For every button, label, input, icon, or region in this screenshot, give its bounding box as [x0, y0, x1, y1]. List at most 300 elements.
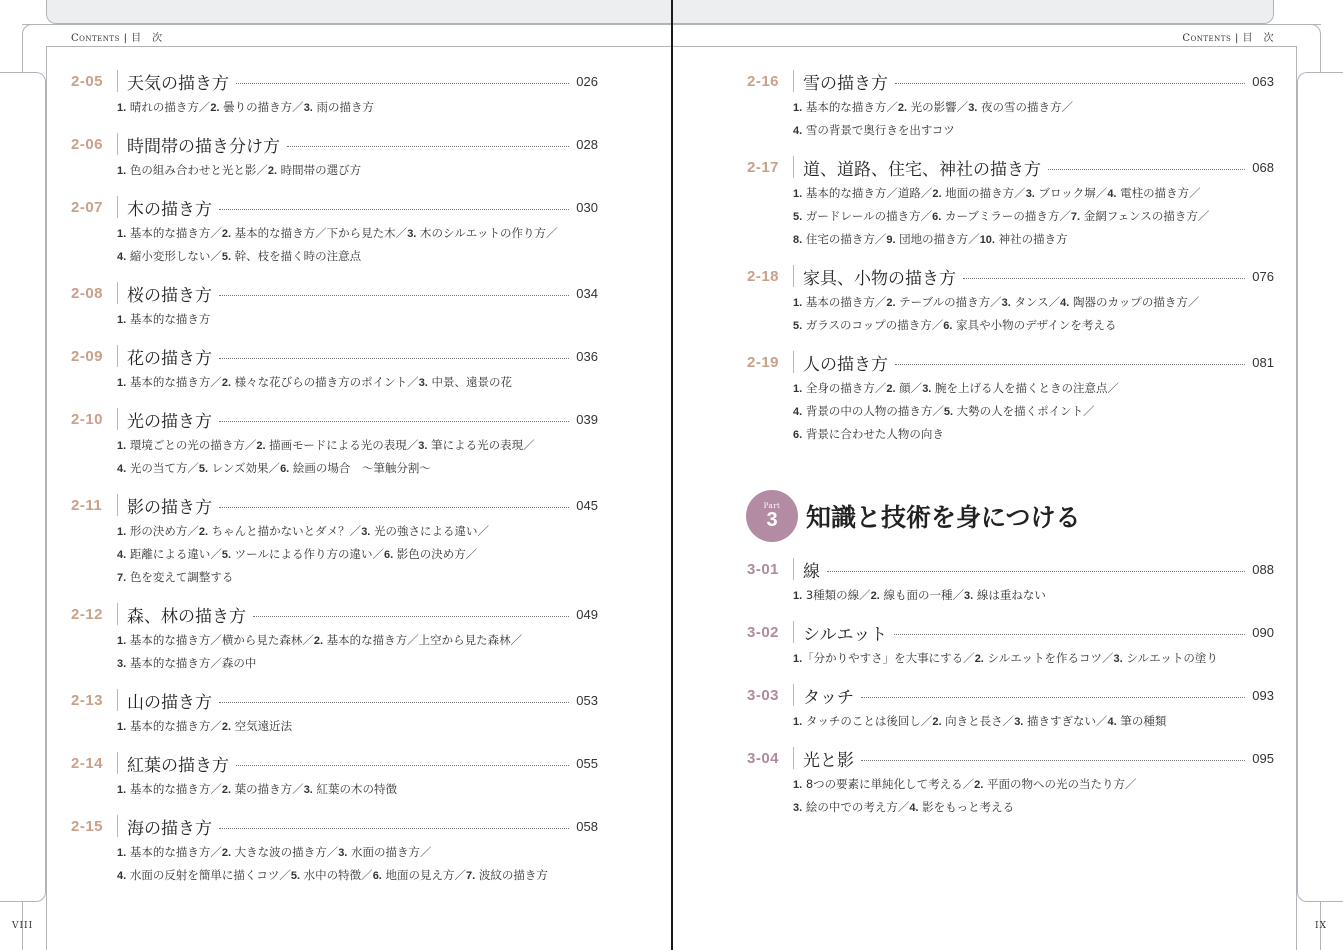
subsection-text: 団地の描き方／	[895, 232, 980, 246]
toc-entry	[747, 261, 1274, 337]
part-badge	[746, 490, 798, 542]
subsection-index: 2.	[897, 102, 908, 114]
subsection-text: 大きな波の描き方／	[231, 845, 339, 859]
section-number: 2-12	[71, 605, 104, 623]
dot-leader	[894, 634, 1245, 635]
toc-entry-heading	[71, 490, 598, 520]
toc-entry-heading	[71, 599, 598, 629]
section-title: 紅葉の描き方	[127, 755, 229, 776]
subsection-text: 光の当て方／	[126, 461, 199, 475]
subsection-index: 1.	[117, 440, 127, 452]
subsection-text: 描きすぎない／	[1023, 714, 1108, 728]
section-separator	[117, 133, 118, 155]
subsection-index: 1.	[793, 383, 803, 395]
subsection-text: 色を変えて調整する	[126, 570, 234, 584]
book-spine	[671, 0, 673, 950]
subsection-index: 5.	[793, 320, 803, 332]
dot-leader	[895, 364, 1245, 365]
subsection-text: 背景の中の人物の描き方／	[802, 404, 944, 418]
subsection-list	[747, 710, 1274, 733]
subsection-index: 3.	[793, 802, 803, 814]
dot-leader	[1048, 169, 1245, 170]
subsection-index: 2.	[198, 526, 209, 538]
header-contents-label: Contents	[1182, 33, 1232, 44]
subsection-text: 水面の描き方／	[347, 845, 432, 859]
subsection-index: 4.	[117, 549, 127, 561]
section-number: 2-09	[71, 347, 104, 365]
section-title: 道、道路、住宅、神社の描き方	[803, 159, 1041, 180]
subsection-text: 環境ごとの光の描き方／	[126, 438, 257, 452]
subsection-index: 10.	[979, 234, 995, 246]
subsection-text: 基本的な描き方／上空から見た森林／	[323, 633, 523, 647]
section-separator	[793, 747, 794, 769]
subsection-text: 様々な花びらの描き方のポイント／	[231, 375, 419, 389]
section-separator	[793, 156, 794, 178]
toc-entry	[71, 66, 598, 119]
subsection-line	[117, 159, 598, 182]
subsection-text: 基本的な描き方／	[126, 375, 222, 389]
section-separator	[793, 351, 794, 373]
part-number: 3	[766, 509, 778, 531]
section-number: 2-17	[747, 158, 780, 176]
subsection-index: 2.	[886, 297, 896, 309]
subsection-text: 8つの要素に単純化して考える／	[802, 777, 975, 791]
subsection-text: 晴れの描き方／	[126, 100, 211, 114]
dot-leader	[219, 358, 569, 359]
toc-entry	[747, 66, 1274, 142]
subsection-text: 基本的な描き方／	[802, 100, 898, 114]
page-number: 034	[576, 285, 598, 301]
subsection-index: 1.	[793, 779, 803, 791]
subsection-index: 4.	[117, 251, 127, 263]
subsection-text: 家具や小物のデザインを考える	[952, 318, 1117, 332]
subsection-line	[793, 377, 1274, 400]
subsection-index: 8.	[793, 234, 803, 246]
subsection-index: 2.	[267, 165, 278, 177]
subsection-list	[747, 773, 1274, 819]
subsection-line	[117, 96, 598, 119]
subsection-text: タッチのことは後回し／	[802, 714, 933, 728]
subsection-text: 影をもっと考える	[918, 800, 1015, 814]
subsection-line	[117, 245, 598, 268]
section-separator	[117, 70, 118, 92]
subsection-line	[793, 773, 1274, 796]
frame-line	[672, 24, 1321, 25]
subsection-text: 筆の種類	[1116, 714, 1167, 728]
subsection-text: 大勢の人を描くポイント／	[953, 404, 1095, 418]
section-title: 木の描き方	[127, 199, 212, 220]
section-separator	[117, 196, 118, 218]
top-band-right	[672, 0, 1274, 24]
header-divider: |	[123, 33, 128, 44]
part-title: 知識と技術を身につける	[806, 503, 1081, 532]
frame-line	[22, 24, 672, 25]
subsection-text: テーブルの描き方／	[895, 295, 1002, 309]
subsection-text: 基本的な描き方／道路／	[802, 186, 933, 200]
subsection-index: 4.	[793, 406, 803, 418]
running-header-left	[71, 29, 163, 44]
subsection-index: 4.	[1107, 188, 1117, 200]
subsection-list	[747, 584, 1274, 607]
subsection-line	[117, 457, 598, 480]
page-number: 068	[1252, 159, 1274, 175]
section-number: 2-10	[71, 410, 104, 428]
toc-entry	[71, 599, 598, 675]
subsection-text: ガードレールの描き方／	[802, 209, 933, 223]
subsection-line	[793, 205, 1274, 228]
subsection-line	[793, 584, 1274, 607]
subsection-line	[793, 400, 1274, 423]
subsection-index: 1.	[117, 784, 127, 796]
page-number: 058	[576, 818, 598, 834]
subsection-text: 住宅の描き方／	[802, 232, 887, 246]
toc-entry-heading	[747, 680, 1274, 710]
toc-entry	[71, 748, 598, 801]
subsection-index: 6.	[280, 463, 290, 475]
subsection-index: 6.	[383, 549, 394, 561]
subsection-index: 1.	[793, 716, 803, 728]
subsection-index: 6.	[372, 870, 382, 882]
section-separator	[793, 558, 794, 580]
dot-leader	[219, 209, 569, 210]
toc-entry-heading	[71, 748, 598, 778]
toc-entry	[71, 129, 598, 182]
section-title: シルエット	[803, 624, 888, 645]
dot-leader	[236, 83, 569, 84]
section-number: 2-14	[71, 754, 104, 772]
subsection-index: 2.	[210, 102, 220, 114]
subsection-line	[793, 228, 1274, 251]
toc-entry-heading	[71, 685, 598, 715]
section-title: 人の描き方	[803, 354, 888, 375]
subsection-text: シルエットを作るコツ／	[983, 651, 1114, 665]
page-number: 026	[576, 73, 598, 89]
section-number: 2-06	[71, 135, 104, 153]
dot-leader	[219, 295, 569, 296]
section-title: 海の描き方	[127, 818, 212, 839]
subsection-index: 5.	[221, 251, 232, 263]
subsection-text: 光の影響／	[907, 100, 969, 114]
page-number: 030	[576, 199, 598, 215]
subsection-index: 2.	[221, 784, 232, 796]
frame-line	[672, 46, 1297, 47]
subsection-line	[117, 715, 598, 738]
subsection-index: 2.	[313, 635, 324, 647]
dot-leader	[236, 765, 569, 766]
section-title: 森、林の描き方	[127, 606, 246, 627]
subsection-index: 1.	[117, 165, 127, 177]
section-number: 2-11	[71, 496, 103, 514]
subsection-list	[71, 778, 598, 801]
subsection-index: 3.	[361, 526, 371, 538]
toc-entry-heading	[71, 129, 598, 159]
subsection-text: 地面の見え方／	[381, 868, 467, 882]
subsection-text: 全身の描き方／	[802, 381, 887, 395]
dot-leader	[963, 278, 1245, 279]
subsection-index: 3.	[964, 590, 974, 602]
subsection-index: 7.	[466, 870, 476, 882]
toc-entry	[71, 341, 598, 394]
subsection-index: 1.	[117, 377, 127, 389]
page-number: 076	[1252, 268, 1274, 284]
subsection-list	[747, 647, 1274, 670]
section-title: 時間帯の描き分け方	[127, 136, 280, 157]
subsection-text: 影色の決め方／	[393, 547, 478, 561]
subsection-list	[71, 520, 598, 589]
subsection-text: 背景に合わせた人物の向き	[802, 427, 944, 441]
dot-leader	[219, 421, 569, 422]
page-number: 095	[1252, 750, 1274, 766]
subsection-list	[71, 629, 598, 675]
toc-entry	[71, 404, 598, 480]
subsection-index: 4.	[793, 125, 803, 137]
subsection-index: 1.	[117, 314, 127, 326]
toc-entry-heading	[71, 404, 598, 434]
section-title: 雪の描き方	[803, 73, 888, 94]
subsection-text: 曇りの描き方／	[219, 100, 304, 114]
toc-entry-heading	[71, 341, 598, 371]
header-mokuji-label: 目 次	[131, 33, 163, 44]
subsection-text: 縮小変形しない／	[126, 249, 222, 263]
subsection-line	[117, 864, 598, 887]
subsection-index: 3.	[407, 228, 417, 240]
subsection-line	[793, 291, 1274, 314]
subsection-line	[117, 778, 598, 801]
subsection-index: 1.	[793, 188, 803, 200]
subsection-index: 1.	[117, 102, 127, 114]
section-title: 光と影	[803, 750, 854, 771]
subsection-text: タンス／	[1010, 295, 1061, 309]
toc-entry	[71, 192, 598, 268]
subsection-text: 陶器のカップの描き方／	[1069, 295, 1200, 309]
subsection-line	[117, 434, 598, 457]
dot-leader	[253, 616, 569, 617]
subsection-text: 基本的な描き方／	[126, 719, 222, 733]
section-number: 3-03	[747, 686, 780, 704]
page-number: 055	[576, 755, 598, 771]
subsection-index: 1.	[117, 228, 127, 240]
section-separator	[793, 684, 794, 706]
page-number: 090	[1252, 624, 1274, 640]
subsection-text: 水面の反射を簡単に描くコツ／	[126, 868, 291, 882]
subsection-text: ブロック塀／	[1034, 186, 1108, 200]
section-number: 3-04	[747, 749, 780, 767]
subsection-text: 「分かりやすさ」を大事にする／	[802, 651, 975, 665]
subsection-line	[117, 566, 598, 589]
subsection-list	[71, 434, 598, 480]
subsection-index: 2.	[221, 377, 232, 389]
subsection-text: 葉の描き方／	[231, 782, 304, 796]
subsection-text: 色の組み合わせと光と影／	[126, 163, 268, 177]
subsection-text: 時間帯の選び方	[277, 163, 362, 177]
subsection-list	[71, 371, 598, 394]
subsection-line	[117, 629, 598, 652]
page-number: 036	[576, 348, 598, 364]
subsection-text: 神社の描き方	[994, 232, 1068, 246]
header-contents-label: Contents	[71, 33, 120, 44]
subsection-text: 地面の描き方／	[941, 186, 1026, 200]
subsection-index: 3.	[303, 784, 313, 796]
subsection-index: 2.	[932, 716, 942, 728]
toc-entry	[71, 278, 598, 331]
dot-leader	[861, 760, 1245, 761]
section-title: 桜の描き方	[127, 285, 212, 306]
subsection-text: 3種類の線／	[802, 588, 871, 602]
subsection-text: レンズ効果／	[208, 461, 281, 475]
subsection-index: 5.	[943, 406, 954, 418]
page-number: 063	[1252, 73, 1274, 89]
subsection-text: 基本的な描き方／	[126, 845, 222, 859]
section-separator	[117, 345, 118, 367]
section-title: 線	[803, 561, 820, 582]
subsection-index: 3.	[1014, 716, 1024, 728]
page-number: 088	[1252, 561, 1274, 577]
section-separator	[117, 494, 118, 516]
dot-leader	[861, 697, 1245, 698]
toc-entry-heading	[747, 554, 1274, 584]
subsection-line	[117, 841, 598, 864]
page-number: 039	[576, 411, 598, 427]
subsection-text: 中景、遠景の花	[427, 375, 513, 389]
subsection-text: 雪の背景で奥行きを出すコツ	[802, 123, 955, 137]
toc-entry	[747, 152, 1274, 251]
subsection-index: 7.	[117, 572, 127, 584]
subsection-text: 基本的な描き方／	[126, 226, 222, 240]
subsection-index: 4.	[117, 870, 127, 882]
subsection-text: 波紋の描き方	[475, 868, 548, 882]
subsection-text: 水中の特徴／	[300, 868, 373, 882]
page-number: 045	[576, 497, 598, 513]
subsection-index: 1.	[793, 297, 803, 309]
subsection-index: 2.	[256, 440, 266, 452]
subsection-index: 1.	[117, 635, 127, 647]
subsection-index: 1.	[793, 653, 803, 665]
subsection-index: 3.	[1025, 188, 1035, 200]
section-separator	[117, 282, 118, 304]
subsection-index: 4.	[117, 463, 127, 475]
toc-entry-heading	[71, 192, 598, 222]
toc-entry	[71, 811, 598, 887]
subsection-index: 3.	[418, 377, 428, 389]
subsection-text: 基本的な描き方／森の中	[126, 656, 257, 670]
subsection-text: 絵画の場合 〜筆触分割〜	[289, 461, 431, 475]
subsection-text: 絵の中での考え方／	[802, 800, 910, 814]
toc-entry	[747, 347, 1274, 446]
subsection-index: 3.	[922, 383, 932, 395]
subsection-text: 基本的な描き方／横から見た森林／	[126, 633, 314, 647]
subsection-line	[117, 222, 598, 245]
running-header-right	[1182, 29, 1274, 44]
part-heading	[746, 490, 1081, 542]
subsection-text: 光の強さによる違い／	[370, 524, 490, 538]
page-number: 049	[576, 606, 598, 622]
section-separator	[117, 815, 118, 837]
subsection-line	[793, 119, 1274, 142]
subsection-text: 電柱の描き方／	[1116, 186, 1201, 200]
subsection-index: 2.	[974, 779, 984, 791]
subsection-text: 向きと長さ／	[941, 714, 1015, 728]
subsection-text: シルエットの塗り	[1122, 651, 1218, 665]
dot-leader	[219, 828, 569, 829]
subsection-index: 2.	[870, 590, 880, 602]
subsection-text: ちゃんと描かないとダメ？／	[208, 524, 362, 538]
subsection-line	[117, 520, 598, 543]
part-label: Part	[763, 502, 781, 510]
section-number: 2-07	[71, 198, 104, 216]
subsection-text: 雨の描き方	[312, 100, 375, 114]
toc-part3-list	[747, 554, 1274, 829]
section-title: 家具、小物の描き方	[803, 268, 956, 289]
subsection-line	[793, 796, 1274, 819]
toc-column-right	[747, 66, 1274, 456]
frame-line	[46, 46, 672, 47]
subsection-index: 6.	[932, 211, 942, 223]
subsection-text: 線も面の一種／	[879, 588, 965, 602]
top-band-left	[46, 0, 671, 24]
subsection-text: 基本的な描き方／	[126, 782, 222, 796]
subsection-index: 3.	[1113, 653, 1123, 665]
subsection-index: 7.	[1070, 211, 1081, 223]
subsection-index: 4.	[1060, 297, 1070, 309]
dot-leader	[827, 571, 1245, 572]
subsection-index: 5.	[290, 870, 301, 882]
page-number: 093	[1252, 687, 1274, 703]
section-number: 2-15	[71, 817, 104, 835]
subsection-line	[793, 647, 1274, 670]
section-number: 3-01	[747, 560, 780, 578]
frame-line	[1296, 46, 1297, 950]
subsection-index: 2.	[932, 188, 942, 200]
subsection-line	[117, 371, 598, 394]
subsection-index: 2.	[221, 847, 232, 859]
toc-entry	[747, 680, 1274, 733]
toc-entry-heading	[747, 617, 1274, 647]
subsection-index: 1.	[793, 102, 803, 114]
subsection-text: 夜の雪の描き方／	[977, 100, 1074, 114]
subsection-index: 3.	[1001, 297, 1011, 309]
toc-entry-heading	[747, 66, 1274, 96]
subsection-list	[747, 291, 1274, 337]
subsection-text: ツールによる作り方の違い／	[231, 547, 384, 561]
header-divider: |	[1234, 33, 1239, 44]
subsection-index: 1.	[117, 721, 127, 733]
subsection-line	[117, 308, 598, 331]
page-number: 053	[576, 692, 598, 708]
subsection-text: 腕を上げる人を描くときの注意点／	[931, 381, 1120, 395]
section-title: 山の描き方	[127, 692, 212, 713]
dot-leader	[895, 83, 1245, 84]
section-separator	[793, 70, 794, 92]
page-number-left: VIII	[12, 921, 34, 931]
section-title: タッチ	[803, 687, 854, 708]
subsection-text: 平面の物への光の当たり方／	[983, 777, 1137, 791]
subsection-index: 4.	[1107, 716, 1117, 728]
dot-leader	[287, 146, 569, 147]
subsection-text: 金網フェンスの描き方／	[1080, 209, 1210, 223]
subsection-index: 3.	[968, 102, 978, 114]
subsection-index: 3.	[303, 102, 313, 114]
subsection-line	[793, 710, 1274, 733]
dot-leader	[219, 702, 569, 703]
subsection-list	[71, 222, 598, 268]
subsection-list	[747, 96, 1274, 142]
subsection-list	[71, 159, 598, 182]
section-separator	[117, 689, 118, 711]
subsection-text: 描画モードによる光の表現／	[265, 438, 419, 452]
toc-entry-heading	[71, 278, 598, 308]
page-number: 081	[1252, 354, 1274, 370]
section-separator	[117, 408, 118, 430]
